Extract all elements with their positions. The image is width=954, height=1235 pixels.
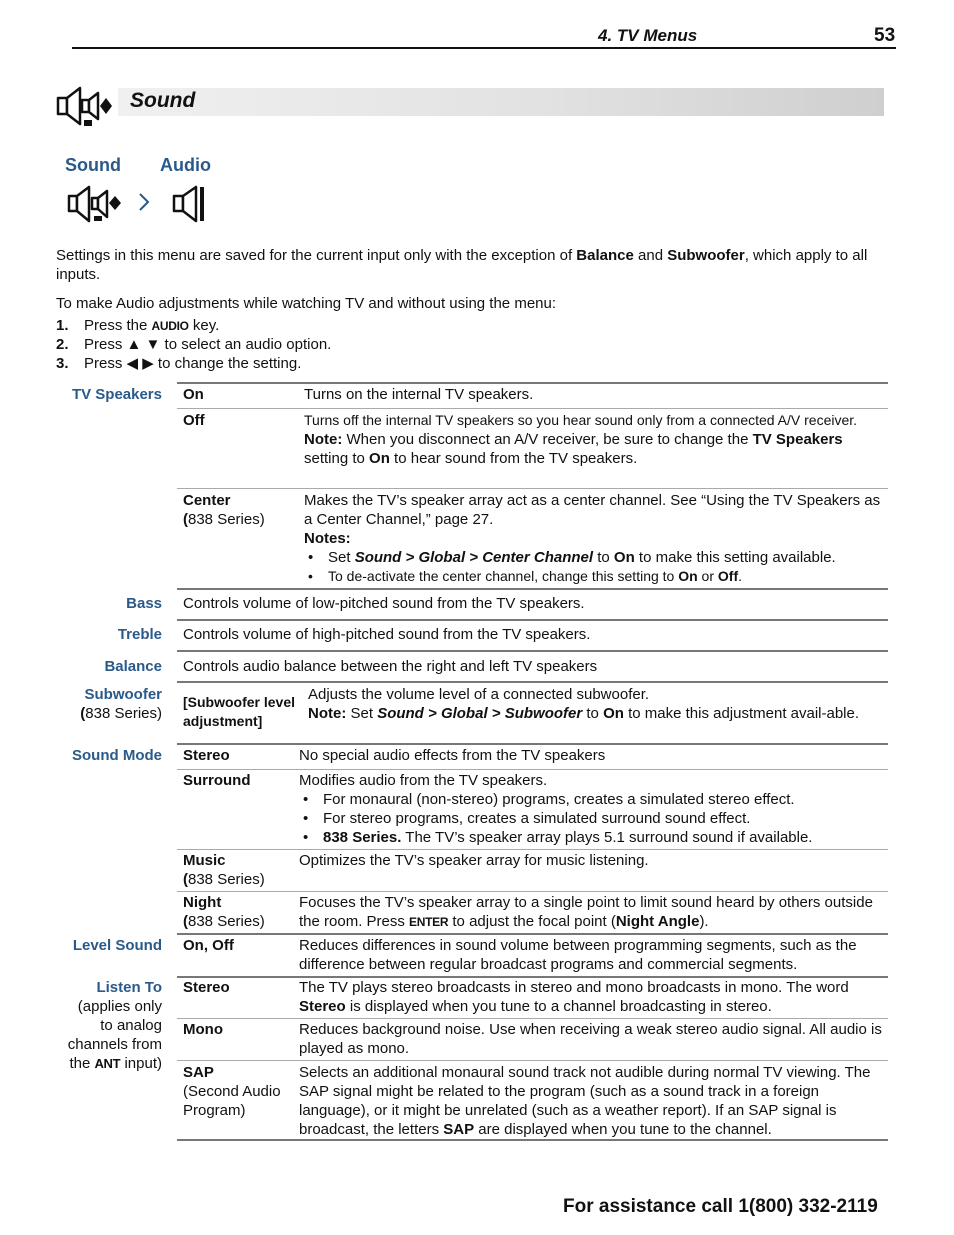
- option-subwoofer-level: [Subwoofer level adjustment]: [183, 694, 296, 729]
- section-title-band: [118, 88, 884, 116]
- option-on-off: On, Off: [183, 937, 234, 954]
- step-item: 2. Press ▲ ▼ to select an audio option.: [56, 336, 332, 353]
- setting-label-balance: Balance: [104, 658, 162, 675]
- table-rule: [177, 488, 888, 489]
- chevron-right-icon: [136, 191, 152, 213]
- option-music: Music (838 Series): [183, 852, 265, 888]
- option-description: Turns on the internal TV speakers.: [304, 386, 534, 403]
- option-stereo: Stereo: [183, 747, 230, 764]
- option-mono: Mono: [183, 1021, 223, 1038]
- table-rule: [177, 1060, 888, 1061]
- nav-sound-label: Sound: [65, 155, 121, 175]
- table-rule: [177, 382, 888, 384]
- step-item: 1. Press the AUDIO key.: [56, 317, 220, 334]
- enter-key: ENTER: [409, 915, 449, 929]
- option-description: The TV plays stereo broadcasts in stereo and mono broadcasts in mono. The word Stereo is displayed when you tune to a channel broadcasting in stereo.: [299, 979, 849, 1015]
- intro-paragraph: Settings in this menu are saved for the current input only with the exception of Balance and Subwoofer, which apply to all inputs.: [56, 247, 868, 283]
- setting-label-treble: Treble: [117, 626, 162, 643]
- option-description: Makes the TV’s speaker array act as a center channel. See “Using the TV Speakers as a Center Channel,” page 27. Notes: • Set Sound > Global > Center Channel to On to make this setting available. • To de-activate the center channel, change this setting to On or Off.: [304, 491, 889, 586]
- option-description: Optimizes the TV’s speaker array for music listening.: [299, 852, 649, 869]
- option-description: Reduces background noise. Use when receiving a weak stereo audio signal. All audio is played as mono.: [299, 1021, 882, 1057]
- option-description: Turns off the internal TV speakers so you hear sound only from a connected A/V receiver. Note: When you disconnect an A/V receiver, be sure to change the TV Speakers setting to On to hear sound from the TV speakers.: [304, 412, 858, 467]
- setting-label-listen-to: Listen To (applies only to analog channels from the ANT input): [67, 979, 162, 1072]
- option-stereo: Stereo: [183, 979, 230, 996]
- header-rule: [72, 47, 896, 49]
- nav-audio-label: Audio: [160, 155, 211, 175]
- setting-label-sound-mode: Sound Mode: [72, 747, 162, 764]
- setting-description: Controls volume of high-pitched sound from the TV speakers.: [183, 626, 591, 643]
- option-sap: SAP (Second Audio Program): [183, 1064, 281, 1119]
- intro-paragraph: To make Audio adjustments while watching TV and without using the menu:: [56, 295, 557, 312]
- table-rule: [177, 1139, 888, 1141]
- table-rule: [177, 769, 888, 770]
- section-title: Sound: [130, 89, 196, 112]
- option-night: Night (838 Series): [183, 894, 265, 930]
- table-rule: [177, 681, 888, 683]
- setting-label-level-sound: Level Sound: [72, 937, 162, 954]
- audio-key: AUDIO: [151, 319, 189, 333]
- up-down-arrows-icon: ▲ ▼: [126, 336, 161, 353]
- left-right-arrows-icon: ◀ ▶: [126, 355, 154, 372]
- table-rule: [177, 408, 888, 409]
- speaker-sound-icon: [66, 183, 124, 225]
- option-off: Off: [183, 412, 205, 429]
- speaker-sound-icon: [54, 84, 114, 130]
- step-item: 3. Press ◀ ▶ to change the setting.: [56, 355, 302, 372]
- speaker-audio-icon: [170, 183, 208, 225]
- option-surround: Surround: [183, 772, 251, 789]
- table-rule: [177, 1018, 888, 1019]
- setting-label-tv-speakers: TV Speakers: [71, 386, 162, 403]
- option-description: Modifies audio from the TV speakers. • For monaural (non-stereo) programs, creates a simulated stereo effect. • For stereo programs, creates a simulated surround sound effect. • 838 Series. The TV’s speaker array plays 5.1 surround sound if available.: [299, 771, 884, 847]
- option-description: Reduces differences in sound volume between programming segments, such as the difference between regular broadcast programs and commercial segments.: [299, 937, 857, 973]
- option-description: No special audio effects from the TV speakers: [299, 747, 606, 764]
- option-description: Selects an additional monaural sound track not audible during normal TV viewing. The SAP signal might be related to the program (such as a sound track in a foreign language), or it might be unrelated (such as a weather report). If an SAP signal is broadcast, the letters SAP are displayed when you tune to the channel.: [299, 1064, 871, 1138]
- table-rule: [177, 933, 888, 935]
- table-rule: [177, 891, 888, 892]
- setting-description: Controls volume of low-pitched sound from the TV speakers.: [183, 595, 585, 612]
- setting-label-subwoofer: Subwoofer (838 Series): [80, 686, 162, 722]
- page-number: 53: [874, 25, 896, 46]
- table-rule: [177, 849, 888, 850]
- option-description: Focuses the TV’s speaker array to a single point to limit sound heard by others outside the room. Press ENTER to adjust the focal point (Night Angle).: [299, 894, 873, 930]
- assistance-footer: For assistance call 1(800) 332-2119: [563, 1196, 878, 1217]
- setting-label-bass: Bass: [126, 595, 162, 612]
- table-rule: [177, 743, 888, 745]
- option-center: Center (838 Series): [183, 492, 265, 528]
- option-description: Adjusts the volume level of a connected subwoofer. Note: Set Sound > Global > Subwoofer to On to make this adjustment avail-able.: [308, 686, 860, 722]
- table-rule: [177, 619, 888, 621]
- table-rule: [177, 588, 888, 590]
- chapter-heading: 4. TV Menus: [598, 26, 698, 45]
- table-rule: [177, 650, 888, 652]
- setting-description: Controls audio balance between the right and left TV speakers: [183, 658, 598, 675]
- option-on: On: [183, 386, 204, 403]
